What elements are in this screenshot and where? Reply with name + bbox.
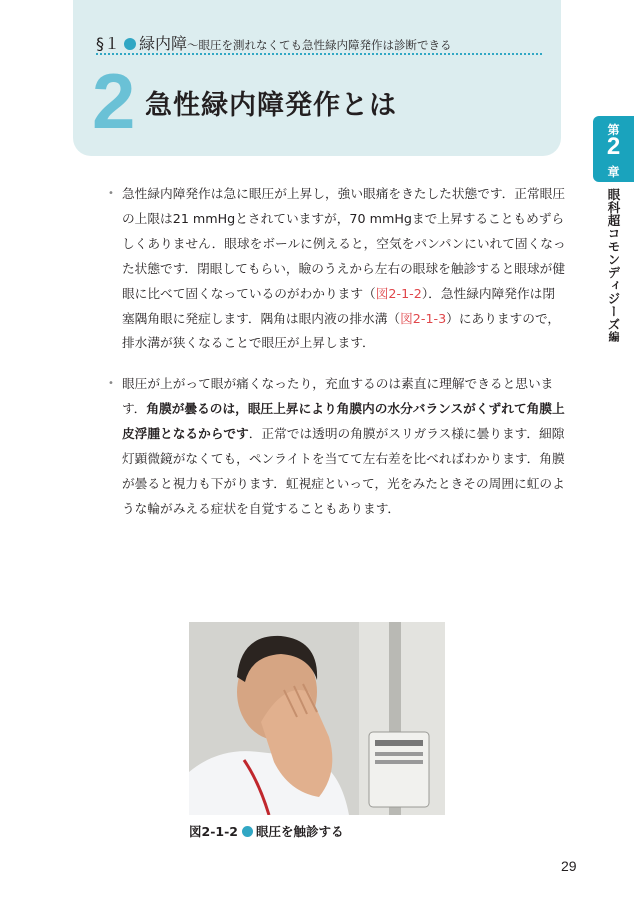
para2-text-b: ．正常では透明の角膜がスリガラス様に曇ります．細隙灯顕微鏡がなくても，ペンライトを当てて左右差を比べればわかります．角膜が曇ると視力も下がります．虹視症といって，光をみたときその周囲に虹のような輪がみえる症状を自覚することもあります． [122,425,565,516]
bullet-icon: • [108,378,114,389]
dotted-divider [96,53,542,55]
bullet-dot-icon [124,38,136,50]
para1-text-a: 急性緑内障発作は急に眼圧が上昇し，強い眼痛をきたした状態です．正常眼圧の上限は21 mmHgとされていますが，70 mmHgまで上昇することもめずらしくありません．眼球をボールに例えると，空気をパンパンにいれて固くなった状態です．閉眼してもらい，瞼のうえから左右の眼球を触診すると眼球が健眼に比べて固くなっているのがわかります（ [122,186,566,301]
para2-emphasis: 角膜が曇るのは，眼圧上昇により角膜内の水分バランスがくずれて角膜上皮浮腫となるからです [122,400,565,441]
para2-text-a: 眼圧が上がって眼が痛くなったり，充血するのは素直に理解できると思います． [122,376,554,416]
para1-text-c: ）にありますので，排水溝が狭くなることで眼圧が上昇します． [122,310,561,351]
figure-ref-2-1-2[interactable]: 図2-1-2 [375,285,422,301]
item-number: 2 [92,57,136,145]
part-title: 眼科超コモンディジーズ [606,188,621,331]
figure-label: 図2-1-2 [189,824,238,839]
page-number: 29 [561,858,577,874]
figure-caption [189,822,343,840]
chapter-tab [593,116,634,182]
caption-dot-icon [242,826,253,837]
figure-caption-text: 眼圧を触診する [255,824,344,839]
section-number: §１ [96,34,121,53]
section-subtitle: ～眼圧を測れなくても急性緑内障発作は診断できる [187,38,452,52]
figure-ref-2-1-3[interactable]: 図2-1-3 [400,310,447,326]
section-heading [96,31,452,54]
part-suffix: 編 [607,331,620,343]
page-title: 急性緑内障発作とは [145,90,397,121]
section-header [73,0,561,156]
paragraph-2 [108,372,567,521]
chapter-vertical-title [604,188,622,343]
chapter-number: 2 [606,133,621,160]
figure-photo [189,622,445,815]
chapter-suffix: 章 [607,165,620,179]
para1-text-b: ）．急性緑内障発作は閉塞隅角眼に発症します．隅角は眼内液の排水溝（ [122,285,556,326]
chapter-prefix: 第 [607,123,620,137]
bullet-icon: • [108,188,114,199]
paragraph-1 [108,182,567,356]
section-title: 緑内障 [139,34,188,53]
